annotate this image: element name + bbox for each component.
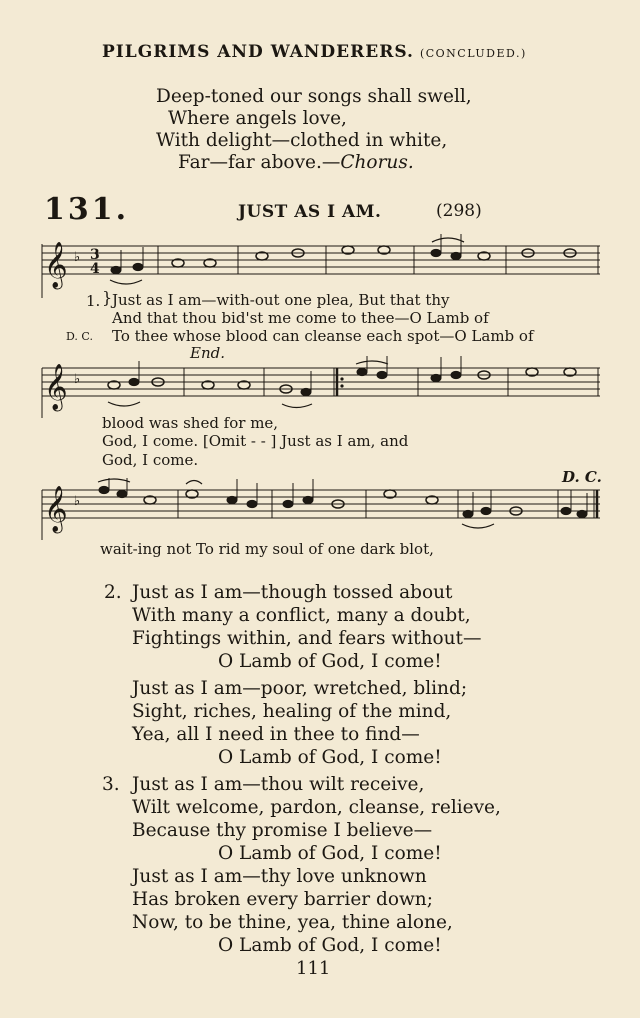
- end-mark: End.: [190, 344, 225, 362]
- music-staff-row-3: [38, 478, 604, 542]
- prev-verse-line: Deep-toned our songs shall swell,: [156, 86, 472, 107]
- stanza-line: Fightings within, and fears without—: [132, 628, 482, 649]
- svg-text:𝄞: 𝄞: [44, 364, 68, 410]
- stanza-line: Just as I am—poor, wretched, blind;: [132, 678, 468, 699]
- stanza-line: Wilt welcome, pardon, cleanse, relieve,: [132, 797, 501, 818]
- stanza-line: With many a conflict, many a doubt,: [132, 605, 471, 626]
- brace: }: [102, 288, 113, 307]
- stanza-line: O Lamb of God, I come!: [218, 747, 442, 768]
- stanza-line: Because thy promise I believe—: [132, 820, 433, 841]
- stanza-line: Just as I am—thy love unknown: [132, 866, 427, 887]
- lyric-line: wait-ing not To rid my soul of one dark blot,: [100, 540, 434, 558]
- music-staff-row-2: [38, 356, 604, 420]
- stanza-line: Now, to be thine, yea, thine alone,: [132, 912, 453, 933]
- stanza-line: Has broken every barrier down;: [132, 889, 433, 910]
- lyric-line: God, I come. [Omit - - ] Just as I am, and: [102, 432, 409, 450]
- stanza-line: O Lamb of God, I come!: [218, 935, 442, 956]
- svg-text:𝄞: 𝄞: [44, 242, 68, 288]
- hymn-number: 131.: [44, 192, 130, 227]
- stanza-line: Sight, riches, healing of the mind,: [132, 701, 452, 722]
- prev-verse-line: Where angels love,: [168, 108, 347, 129]
- lyric-line: blood was shed for me,: [102, 414, 279, 432]
- dc-mark: D. C.: [562, 468, 602, 486]
- section-title: PILGRIMS AND WANDERERS.: [102, 42, 414, 62]
- stanza-line: O Lamb of God, I come!: [218, 843, 442, 864]
- stanza-line: O Lamb of God, I come!: [218, 651, 442, 672]
- svg-text:♭: ♭: [74, 372, 81, 387]
- svg-text:𝄞: 𝄞: [44, 486, 68, 532]
- stanza-line: Just as I am—thou wilt receive,: [132, 774, 425, 795]
- prev-verse-line: With delight—clothed in white,: [156, 130, 448, 151]
- dc-label: D. C.: [66, 330, 93, 343]
- concluded-note: (CONCLUDED.): [419, 47, 527, 60]
- hymn-title: JUST AS I AM.: [238, 202, 382, 222]
- prev-verse-line: Far—far above.—Chorus.: [178, 152, 414, 173]
- page-number: 111: [296, 958, 331, 979]
- lyric-line: God, I come.: [102, 451, 199, 469]
- svg-text:♭: ♭: [74, 250, 81, 265]
- stanza-line: Just as I am—though tossed about: [132, 582, 453, 603]
- chorus-label: Chorus.: [340, 152, 414, 173]
- lyric-line: To thee whose blood can cleanse each spot—O Lamb of: [112, 327, 534, 345]
- lyric-line: Just as I am—with-out one plea, But that thy: [112, 291, 450, 309]
- svg-text:♭: ♭: [74, 494, 81, 509]
- lyric-line: And that thou bid'st me come to thee—O Lamb of: [112, 309, 489, 327]
- verse-number: 1.: [86, 292, 101, 310]
- stanza-number: 3.: [102, 774, 120, 795]
- svg-text:4: 4: [90, 261, 100, 277]
- stanza-number: 2.: [104, 582, 122, 603]
- svg-text:3: 3: [90, 247, 100, 263]
- stanza-line: Yea, all I need in thee to find—: [132, 724, 420, 745]
- music-staff-row-1: [38, 234, 604, 298]
- tune-reference: (298): [436, 201, 482, 221]
- page-header: [102, 42, 527, 62]
